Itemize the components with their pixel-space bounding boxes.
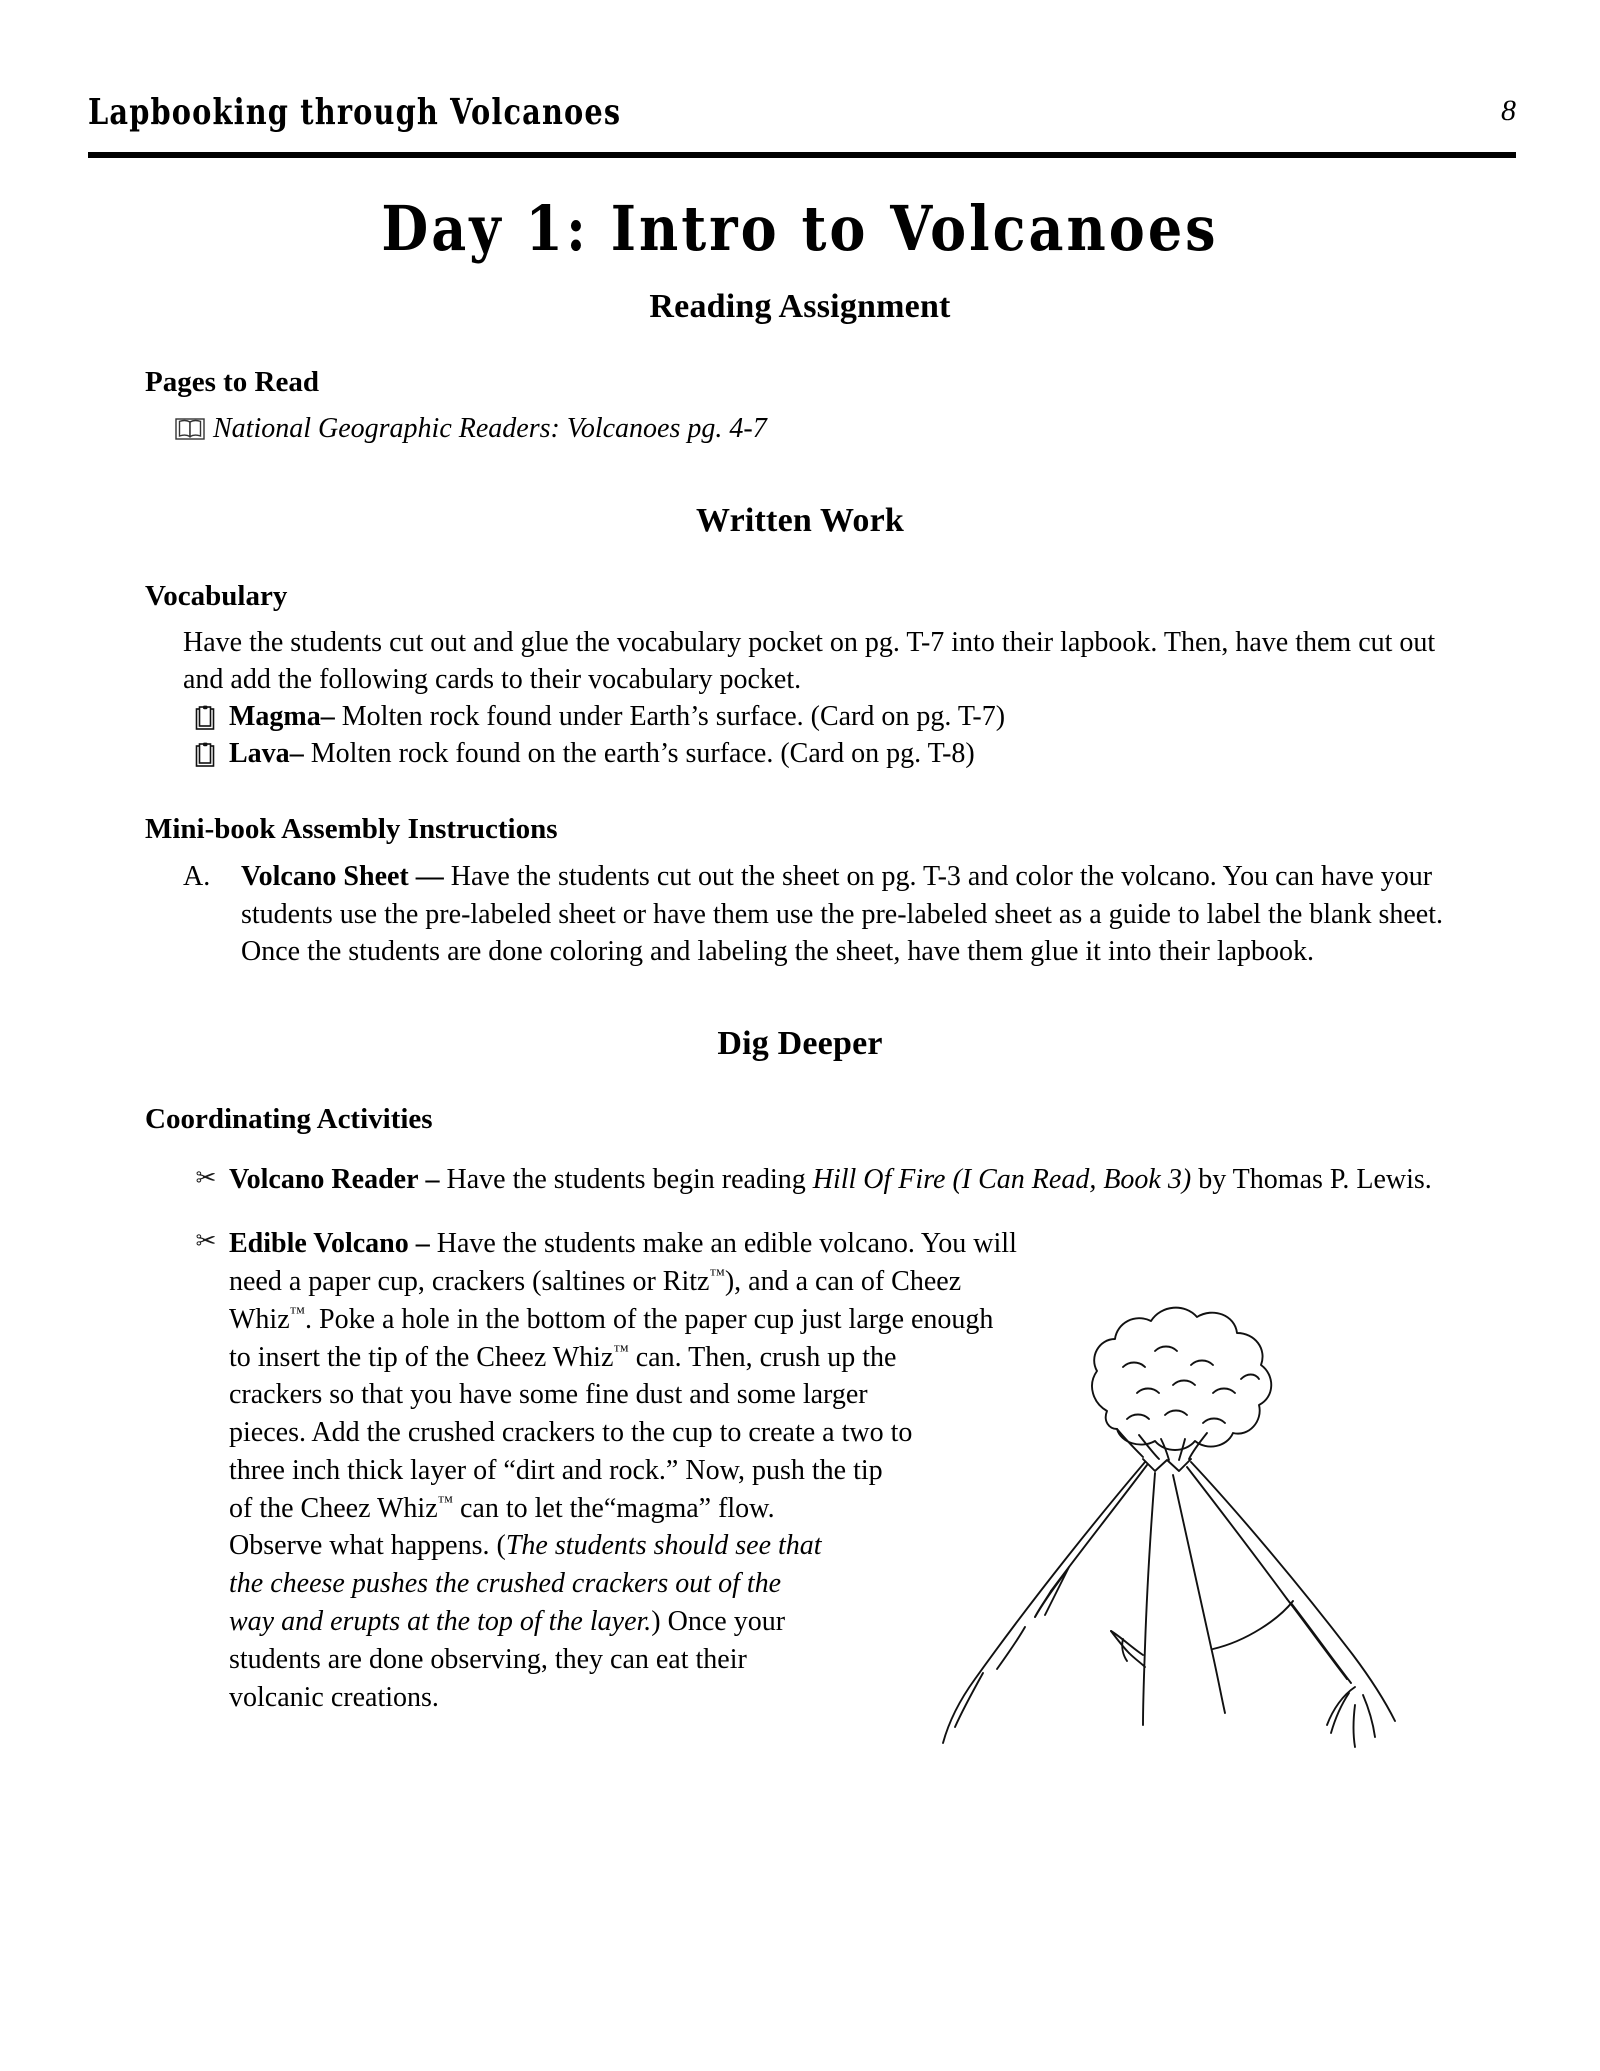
subheading-vocabulary: Vocabulary bbox=[145, 579, 288, 612]
section-heading-written-work: Written Work bbox=[696, 501, 904, 539]
page-content bbox=[145, 288, 1455, 1783]
activity-dash: – bbox=[425, 1164, 440, 1196]
list-marker: A. bbox=[183, 860, 211, 892]
list-item bbox=[183, 1225, 1455, 1783]
vocabulary-intro-paragraph: Have the students cut out and glue the vocabulary pocket on pg. T-7 into their lapbook. Then, have them cut out and add the following cards to their vocabulary pocket. bbox=[183, 626, 1436, 695]
header-divider-rule bbox=[88, 152, 1516, 158]
activity-title: Edible Volcano bbox=[229, 1228, 409, 1260]
clipboard-icon bbox=[183, 736, 229, 768]
edible-volcano-part-1: Have the students make an edible volcano. You will need a paper cup, crackers (saltines or Ritz bbox=[229, 1228, 1017, 1297]
vocabulary-term-dash: – bbox=[320, 700, 335, 732]
reading-assignment-item: National Geographic Readers: Volcanoes pg. 4-7 bbox=[213, 413, 767, 444]
list-item bbox=[183, 699, 1455, 736]
mini-book-item-title: Volcano Sheet bbox=[241, 860, 409, 892]
trademark-symbol: ™ bbox=[289, 1304, 305, 1322]
book-title-reference: Hill Of Fire (I Can Read, Book 3) bbox=[812, 1164, 1192, 1196]
section-heading-reading-assignment: Reading Assignment bbox=[649, 288, 951, 325]
edible-volcano-part-2: ), and a can of Cheez Whiz bbox=[229, 1265, 962, 1335]
edible-volcano-part-3: . Poke a hole in the bottom of the paper cup just large enough to insert the tip of the Cheez Whiz bbox=[229, 1303, 994, 1373]
activity-text-before: Have the students begin reading bbox=[446, 1164, 813, 1196]
open-book-icon bbox=[167, 411, 213, 441]
list-item bbox=[167, 411, 1455, 448]
activity-dash: – bbox=[415, 1228, 430, 1260]
scissors-icon: ✂ bbox=[195, 1228, 217, 1256]
mini-book-item-text: Have the students cut out the sheet on pg. T-3 and color the volcano. You can have your students use the pre-labeled sheet or have them use the pre-labeled sheet as a guide to label the blank sheet. Once the students are done coloring and labeling the sheet, have them glue it into their lapbook. bbox=[241, 860, 1444, 968]
page-number: 8 bbox=[1501, 94, 1516, 127]
edible-volcano-part-4: can. Then, crush up the crackers so that you have some fine dust and some larger pieces. Add the crushed crackers to the cup to create a two to three inch thick layer of “dirt and rock.” Now, push the tip of the Cheez Whiz bbox=[229, 1341, 913, 1524]
mini-book-item-dash: — bbox=[415, 860, 444, 892]
trademark-symbol: ™ bbox=[613, 1342, 629, 1360]
vocabulary-definition: Molten rock found on the earth’s surface. (Card on pg. T-8) bbox=[310, 737, 975, 769]
page-title: Day 1: Intro to Volcanoes bbox=[381, 192, 1219, 265]
vocabulary-term: Lava bbox=[229, 737, 290, 769]
book-title: Lapbooking through Volcanoes bbox=[88, 92, 622, 134]
trademark-symbol: ™ bbox=[709, 1266, 725, 1284]
activity-text-after: by Thomas P. Lewis. bbox=[1191, 1164, 1432, 1196]
subheading-pages-to-read: Pages to Read bbox=[145, 366, 319, 398]
vocabulary-definition: Molten rock found under Earth’s surface. (Card on pg. T-7) bbox=[341, 700, 1006, 732]
clipboard-icon bbox=[183, 699, 229, 731]
list-item bbox=[183, 858, 1455, 971]
list-item bbox=[183, 1162, 1455, 1199]
subheading-mini-book-assembly: Mini-book Assembly Instructions bbox=[145, 812, 558, 845]
page-header bbox=[88, 92, 1516, 154]
vocabulary-term-dash: – bbox=[289, 737, 304, 769]
edible-volcano-italic-note: The students should see that the cheese pushes the crushed crackers out of the way and erupts at the top of the layer. bbox=[229, 1530, 822, 1638]
scissors-icon: ✂ bbox=[195, 1165, 217, 1193]
trademark-symbol: ™ bbox=[437, 1493, 453, 1511]
vocabulary-term: Magma bbox=[229, 700, 321, 732]
subheading-coordinating-activities: Coordinating Activities bbox=[145, 1103, 433, 1136]
activity-title: Volcano Reader bbox=[229, 1164, 419, 1196]
edible-volcano-part-6: ) Once your students are done observing, they can eat their volcanic creations. bbox=[229, 1606, 786, 1713]
section-heading-dig-deeper: Dig Deeper bbox=[717, 1025, 883, 1063]
list-item bbox=[183, 736, 1455, 773]
edible-volcano-part-5: can to let the“magma” flow. Observe what happens. ( bbox=[229, 1492, 775, 1562]
